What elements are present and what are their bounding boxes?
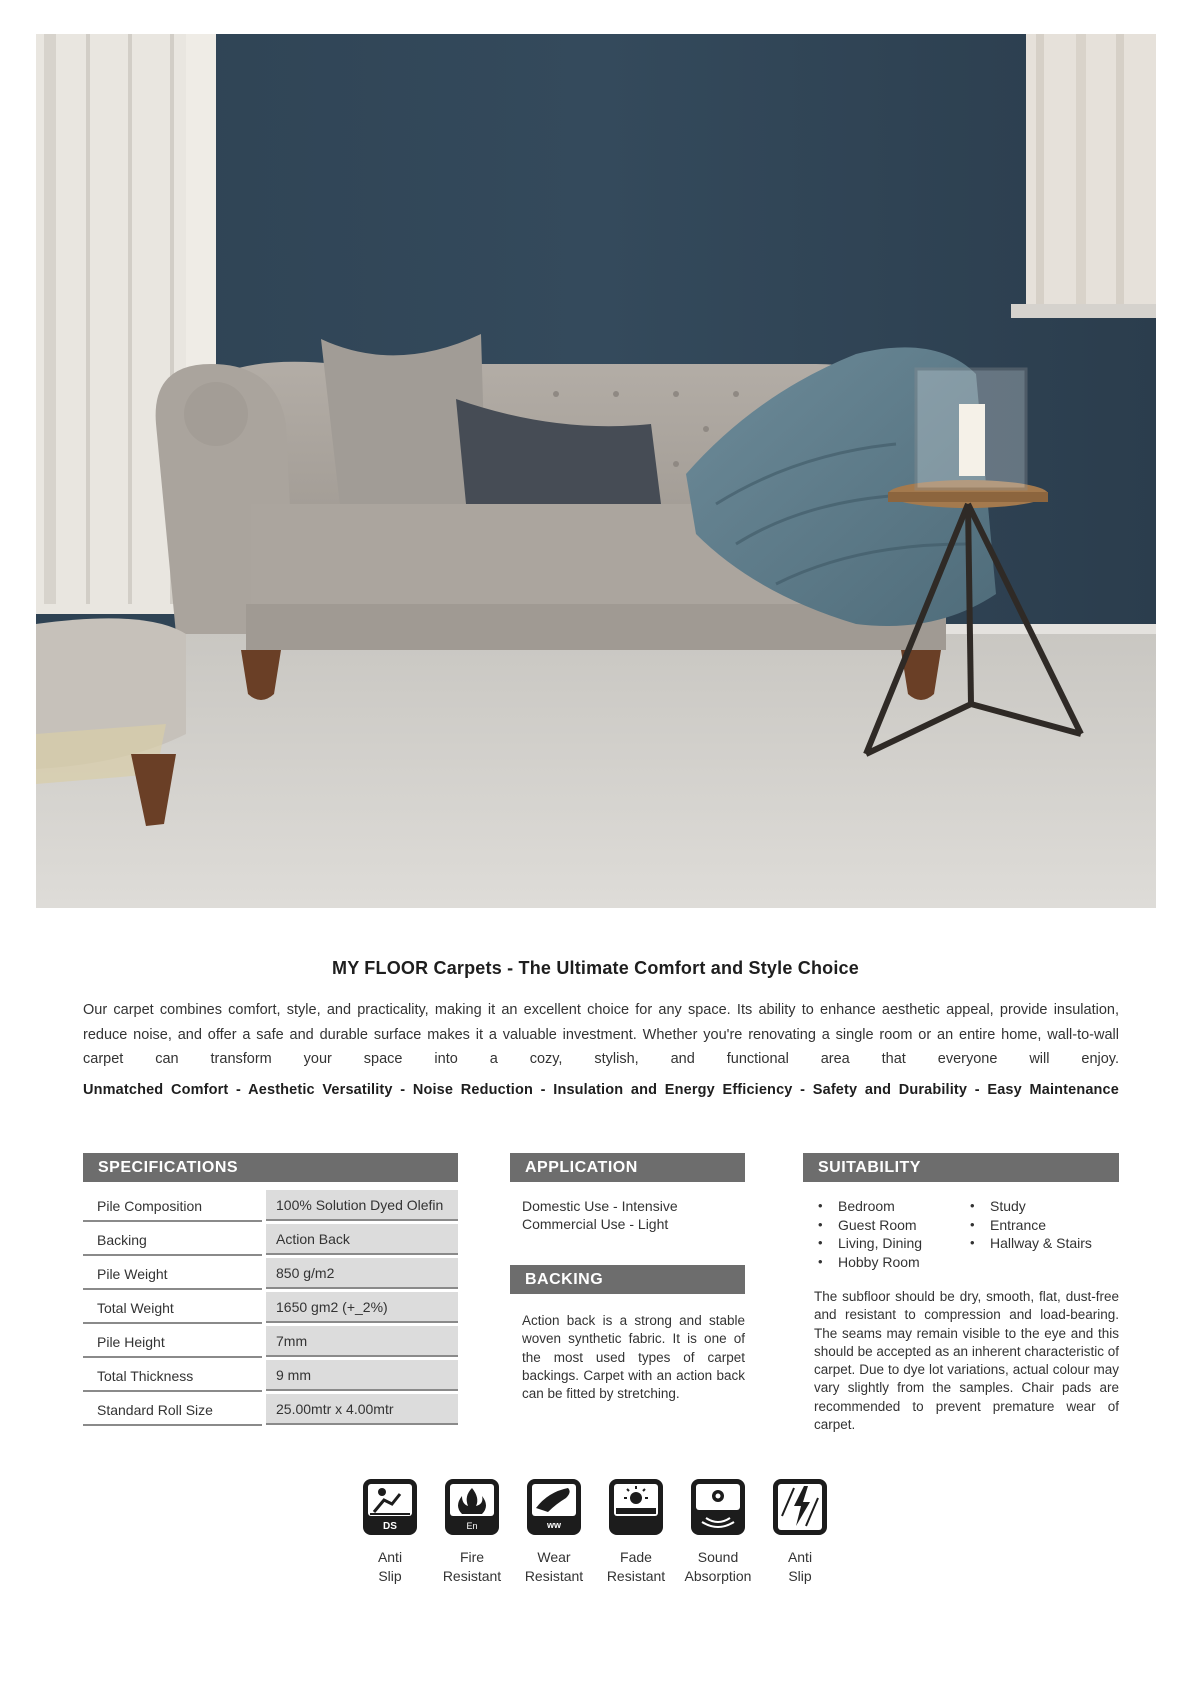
fade-resistant-icon bbox=[608, 1478, 664, 1536]
spec-label: Pile Composition bbox=[83, 1190, 262, 1222]
feature-label: Anti Slip bbox=[787, 1549, 813, 1584]
application-item: Commercial Use - Light bbox=[522, 1216, 669, 1232]
suitability-item: • Living, Dining bbox=[814, 1234, 922, 1253]
suitability-notes: The subfloor should be dry, smooth, flat, dust-free and resistant to compression and load-bearing. The seams may remain visible to the eye and this should be accepted as an inherent characteristic of carpet. Due to dye lot variations, actual colour may vary slightly from the samples. Chair pads are recommended to prevent premature wear of carpet. bbox=[814, 1289, 1119, 1433]
feature-label: Wear Resistant bbox=[524, 1549, 584, 1584]
spec-row bbox=[83, 1224, 458, 1258]
spec-value: 1650 gm2 (+_2%) bbox=[266, 1292, 458, 1323]
suitability-item: • Bedroom bbox=[814, 1197, 922, 1216]
spec-value: 850 g/m2 bbox=[266, 1258, 458, 1289]
suitability-item: • Study bbox=[966, 1197, 1092, 1216]
backing-description: Action back is a strong and stable woven synthetic fabric. It is one of the most used types of carpet backings. Carpet with an action back can be fitted by stretching. bbox=[522, 1313, 745, 1402]
feature-sound-absorption bbox=[678, 1478, 758, 1586]
fire-resistant-icon bbox=[444, 1478, 500, 1536]
spec-value: Action Back bbox=[266, 1224, 458, 1255]
feature-label: Anti Slip bbox=[377, 1549, 403, 1584]
spec-value: 100% Solution Dyed Olefin bbox=[266, 1190, 458, 1221]
suitability-item: • Entrance bbox=[966, 1216, 1092, 1235]
spec-row bbox=[83, 1292, 458, 1326]
spec-label: Pile Height bbox=[83, 1326, 262, 1358]
hero-room-photo bbox=[36, 34, 1156, 908]
spec-value: 7mm bbox=[266, 1326, 458, 1357]
anti-slip-icon bbox=[362, 1478, 418, 1536]
spec-row bbox=[83, 1258, 458, 1292]
benefits-line: Unmatched Comfort - Aesthetic Versatility - Noise Reduction - Insulation and Energy Efficiency - Safety and Durability - Easy Maintenance bbox=[83, 1082, 1119, 1098]
spec-row bbox=[83, 1326, 458, 1360]
feature-label: Sound Absorption bbox=[684, 1549, 752, 1584]
suitability-item: • Hobby Room bbox=[814, 1253, 922, 1272]
page-title: MY FLOOR Carpets - The Ultimate Comfort and Style Choice bbox=[332, 958, 859, 978]
feature-label: Fire Resistant bbox=[442, 1549, 502, 1584]
sound-absorption-icon bbox=[690, 1478, 746, 1536]
suitability-item: • Hallway & Stairs bbox=[966, 1234, 1092, 1253]
feature-anti-slip bbox=[350, 1478, 430, 1586]
specifications-table bbox=[83, 1190, 458, 1428]
feature-wear-resistant bbox=[514, 1478, 594, 1586]
suitability-list-1 bbox=[814, 1197, 922, 1271]
spec-label: Pile Weight bbox=[83, 1258, 262, 1290]
suitability-list-2 bbox=[966, 1197, 1092, 1253]
feature-icons bbox=[350, 1478, 840, 1588]
spec-label: Total Weight bbox=[83, 1292, 262, 1324]
application-item: Domestic Use - Intensive bbox=[522, 1198, 678, 1214]
spec-value: 9 mm bbox=[266, 1360, 458, 1391]
intro-paragraph: Our carpet combines comfort, style, and practicality, making it an excellent choice for any space. Its ability to enhance aesthetic appeal, provide insulation, reduce noise, and offer a safe and durable surface makes it a valuable investment. Whether you're renovating a single room or an entire home, wall-to-wall carpet can transform your space into a cozy, stylish, and functional area that everyone will enjoy. bbox=[83, 1002, 1119, 1067]
living-room-illustration bbox=[36, 34, 1156, 908]
svg-text:En: En bbox=[466, 1521, 478, 1531]
suitability-heading: SUITABILITY bbox=[803, 1153, 1119, 1182]
spec-row bbox=[83, 1190, 458, 1224]
application-heading: APPLICATION bbox=[510, 1153, 745, 1182]
specifications-heading: SPECIFICATIONS bbox=[83, 1153, 458, 1182]
feature-anti-static bbox=[760, 1478, 840, 1586]
wear-resistant-icon bbox=[526, 1478, 582, 1536]
backing-heading: BACKING bbox=[510, 1265, 745, 1294]
spec-label: Total Thickness bbox=[83, 1360, 262, 1392]
feature-fade-resistant bbox=[596, 1478, 676, 1586]
feature-fire-resistant bbox=[432, 1478, 512, 1586]
svg-text:ww: ww bbox=[546, 1520, 562, 1530]
spec-row bbox=[83, 1394, 458, 1428]
spec-row bbox=[83, 1360, 458, 1394]
feature-label: Fade Resistant bbox=[606, 1549, 666, 1584]
application-list bbox=[522, 1197, 678, 1233]
anti-static-icon bbox=[772, 1478, 828, 1536]
svg-text:DS: DS bbox=[383, 1521, 397, 1532]
suitability-item: • Guest Room bbox=[814, 1216, 922, 1235]
spec-value: 25.00mtr x 4.00mtr bbox=[266, 1394, 458, 1425]
spec-label: Backing bbox=[83, 1224, 262, 1256]
spec-label: Standard Roll Size bbox=[83, 1394, 262, 1426]
